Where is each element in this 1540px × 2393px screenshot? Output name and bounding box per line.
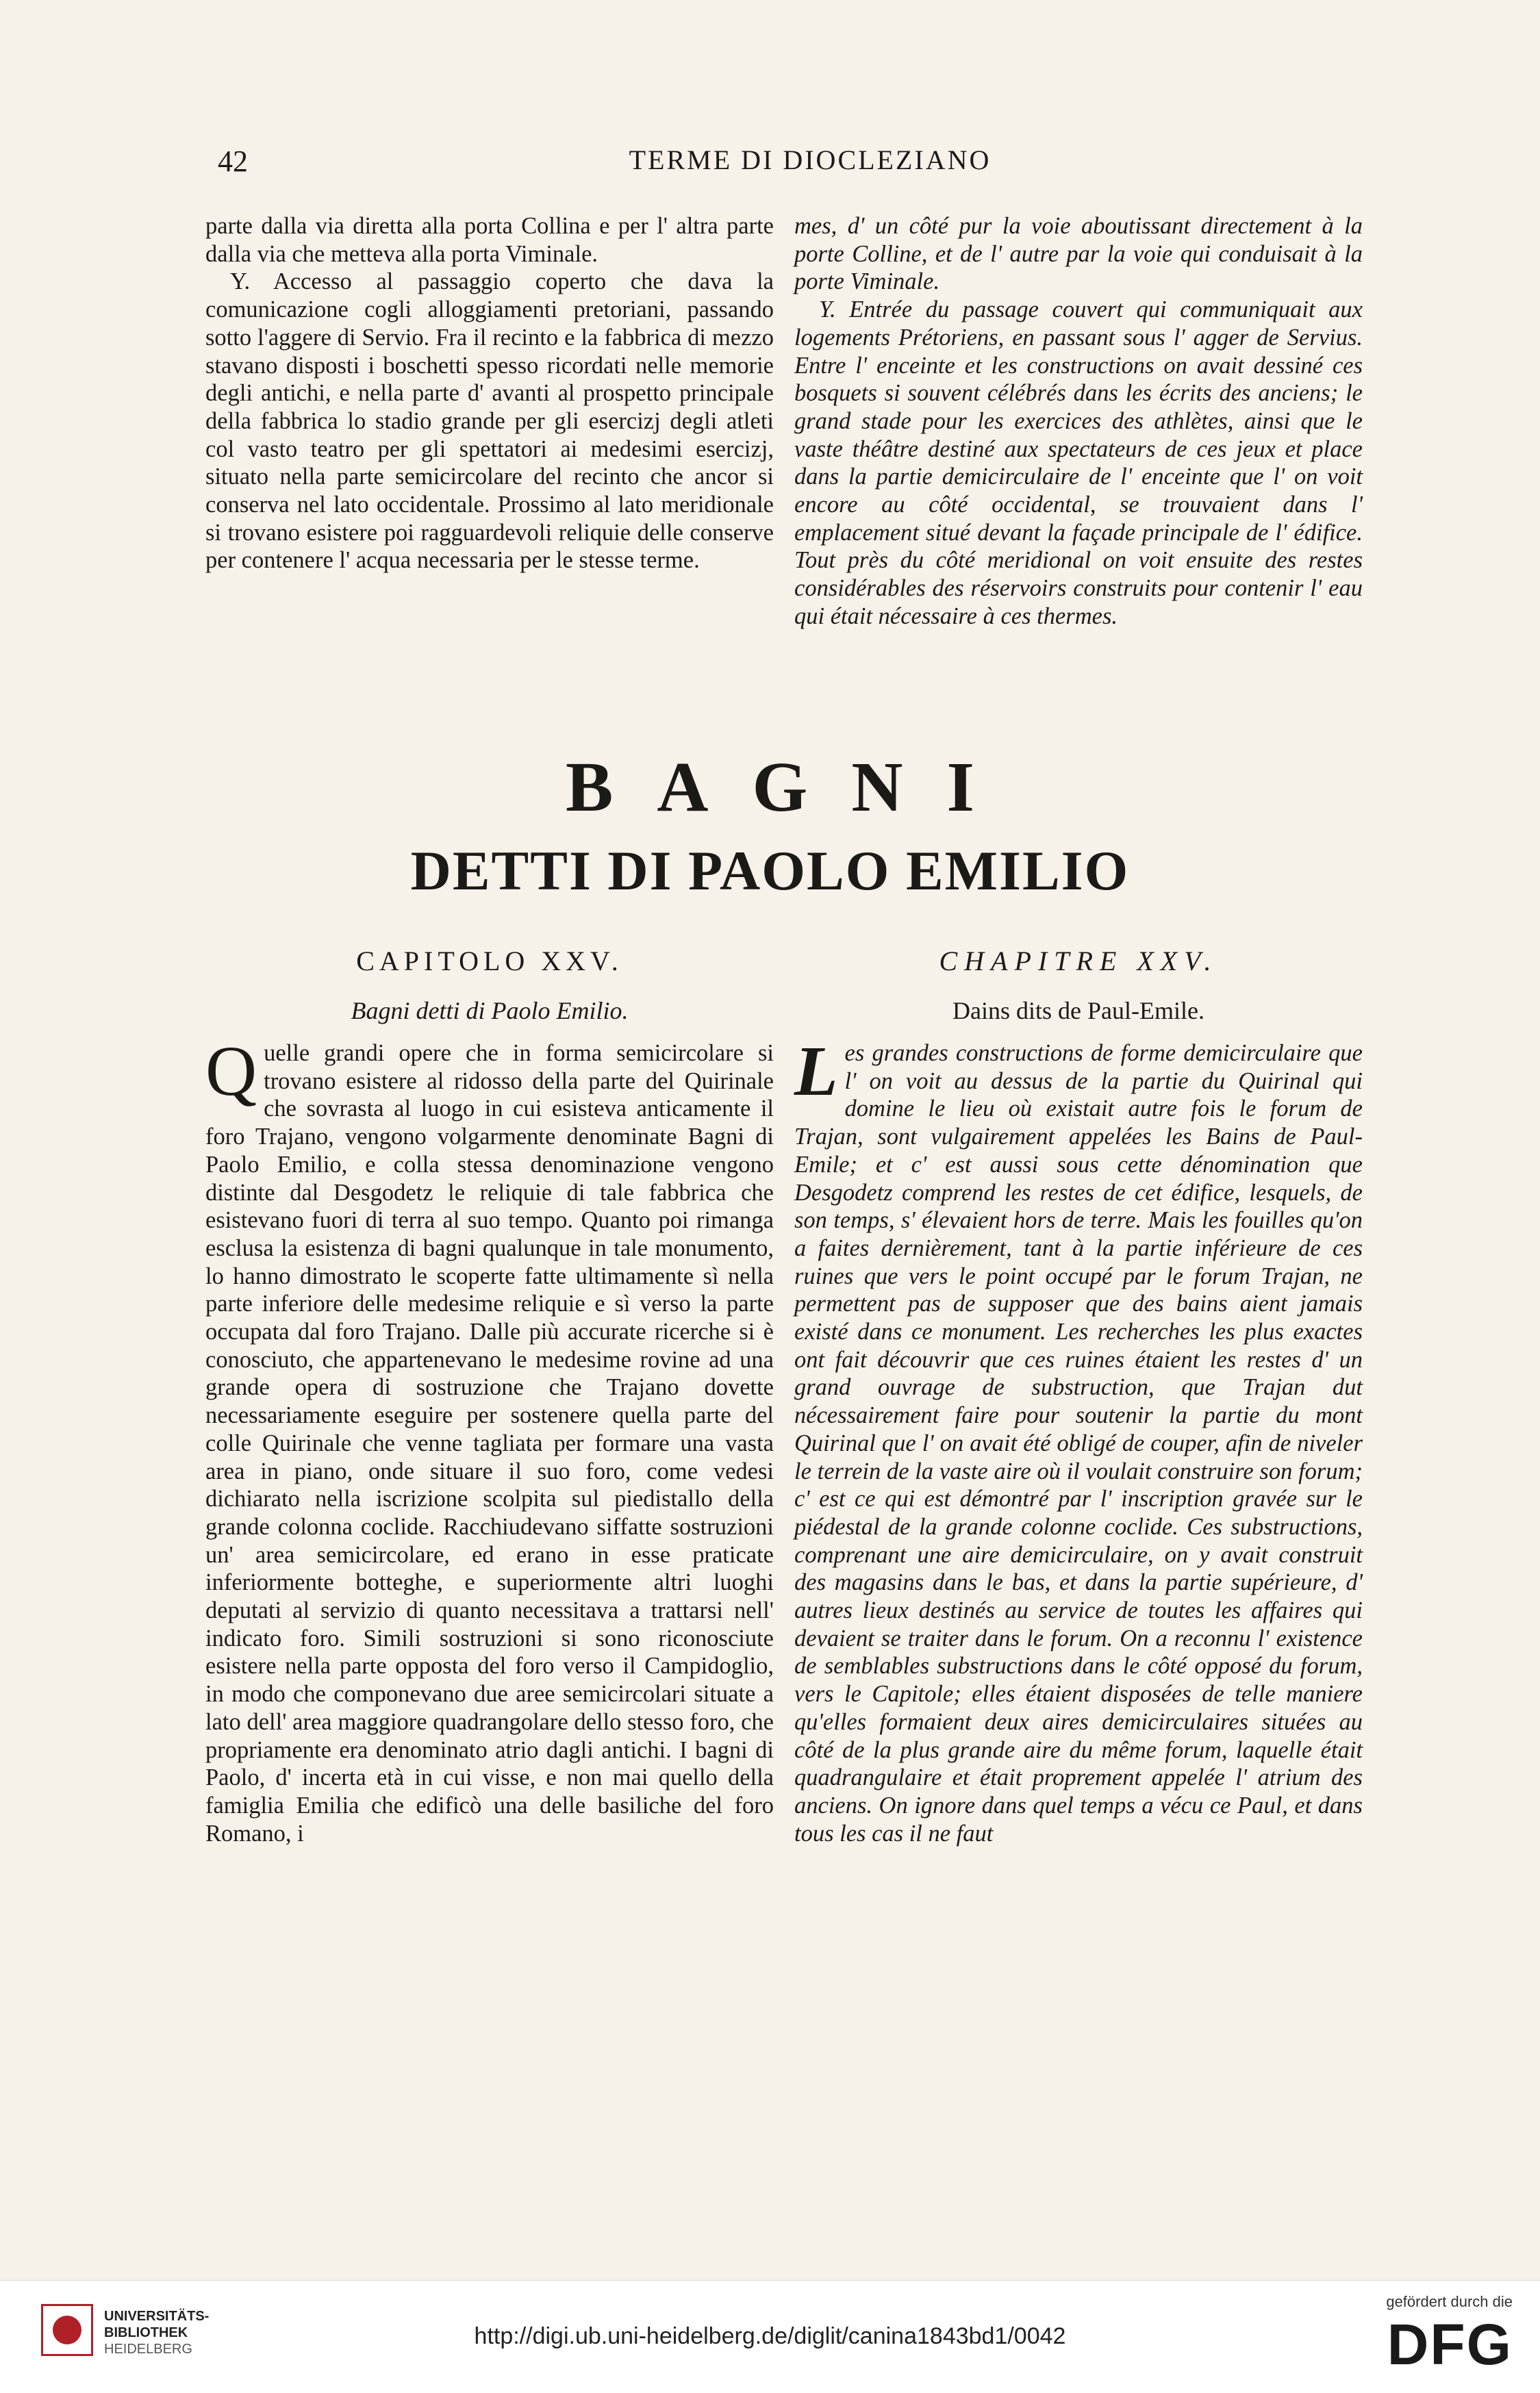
french-body: [794, 1032, 1363, 1847]
french-paragraph: Y. Entrée du passage couvert qui communiquait aux logements Prétoriens, en passant sous l' agger de Servius. Entre l' enceinte et les constructions on avait dessiné ces bosquets si souvent célébrés dans les écrits des anciens; le grand stade pour les exercices des athlètes, ainsi que le vaste théâtre destiné aux spectateurs de ces jeux et place dans la partie demicirculaire de l' enceinte que l' on voit encore au côté occidental, se trouvaient dans l' emplacement situé devant la façade principale de l' édifice. Tout près du côté meridional on voit ensuite des restes considérables des réservoirs construits pour contenir l' eau qui était nécessaire à ces thermes.: [794, 296, 1363, 629]
italian-paragraph: Y. Accesso al passaggio coperto che dava la comunicazione cogli alloggiamenti pretoriani, passando sotto l'aggere di Servio. Fra il recinto e la fabbrica di mezzo stavano disposti i boschetti spesso ricordati nelle memorie degli antichi, e nella parte d' avanti al prospetto principale della fabbrica lo stadio grande per gli esercizj degli atleti col vasto teatro per gli spettatori ai medesimi esercizj, situato nella parte semicircolare del recinto che ancor si conserva nel lato occidentale. Prossimo al lato meridionale si trovano esistere poi ragguardevoli reliquie delle conserve per contenere l' acqua necessaria per le stesse terme.: [205, 268, 774, 574]
institution-line: HEIDELBERG: [104, 2342, 192, 2357]
french-drop-cap: L: [794, 1032, 838, 1111]
french-column-top: [794, 212, 1363, 631]
italian-column-bottom: [205, 1032, 774, 1847]
dfg-logo[interactable]: DFG: [1387, 2312, 1513, 2377]
page-number: 42: [218, 144, 248, 178]
italian-paragraph: parte dalla via diretta alla porta Collina e per l' altra parte dalla via che metteva alla porta Viminale.: [205, 213, 774, 267]
italian-chapter-subtitle: Bagni detti di Paolo Emilio.: [351, 997, 629, 1024]
french-column-bottom: [794, 1032, 1363, 1847]
funding-text: gefördert durch die: [1386, 2293, 1513, 2310]
running-title: TERME DI DIOCLEZIANO: [629, 144, 992, 175]
section-subtitle: DETTI DI PAOLO EMILIO: [410, 839, 1130, 902]
italian-column-top: [205, 212, 774, 574]
italian-drop-cap: Q: [205, 1032, 257, 1111]
french-paragraph: mes, d' un côté pur la voie aboutissant directement à la porte Colline, et de l' autre par la voie qui conduisait à la porte Viminale.: [794, 213, 1363, 295]
section-title: BAGNI: [566, 748, 1018, 826]
italian-body-text: uelle grandi opere che in forma semicircolare si trovano esistere al ridosso della parte del Quirinale che sovrasta al luogo in cui esisteva anticamente il foro Trajano, vengono volgarmente denominate Bagni di Paolo Emilio, e colla stessa denominazione vengono distinte dal Desgodetz le reliquie di tale fabbrica che esistevano fuori di terra al suo tempo. Quanto poi rimanga esclusa la esistenza di bagni qualunque in tale monumento, lo hanno dimostrato le scoperte fatte ultimamente sì nella parte inferiore delle medesime reliquie e sì verso la parte occupata dal foro Trajano. Dalle più accurate ricerche si è conosciuto, che appartenevano le medesime rovine ad una grande opera di sostruzione che Trajano dovette necessariamente eseguire per sostenere quella parte del colle Quirinale che venne tagliata per formare una vasta area in piano, onde situare il suo foro, come vedesi dichiarato nella iscrizione scolpita sul piedistallo della grande colonna coclide. Racchiudevano siffatte sostruzioni un' area semicircolare, ed erano in esse praticate inferiormente botteghe, e superiormente altri luoghi deputati al servizio di quanto necessitava a trattarsi nell' indicato foro. Simili sostruzioni si sono riconosciute esistere nella parte opposta del foro verso il Campidoglio, in modo che componevano due aree semicircolari situate a lato dell' area maggiore quadrangolare dello stesso foro, che propriamente era denominato atrio dagli antichi. I bagni di Paolo, d' incerta età in cui visse, e non mai quello della famiglia Emilia che edificò una delle basiliche del foro Romano, i: [205, 1040, 774, 1847]
french-body-text: es grandes constructions de forme demicirculaire que l' on voit au dessus de la partie du Quirinal qui domine le lieu où existait autre fois le forum de Trajan, sont vulgairement appelées les Bains de Paul-Emile; et c' est aussi sous cette dénomination que Desgodetz comprend les restes de cet édifice, lesquels, de son temps, s' élevaient hors de terre. Mais les fouilles qu'on a faites dernièrement, tant à la partie inférieure de ces ruines que vers le point occupé par le forum Trajan, ne permettent pas de supposer que des bains aient jamais existé dans ce monument. Les recherches les plus exactes ont fait découvrir que ces ruines étaient les restes d' un grand ouvrage de substruction, que Trajan dut nécessairement faire pour soutenir la partie du mont Quirinal que l' on avait été obligé de couper, afin de niveler le terrein de la vaste aire où il voulait construire son forum; c' est ce qui est démontré par l' inscription gravée sur le piédestal de la grande colonne coclide. Ces substructions, comprenant une aire demicirculaire, on y avait construit des magasins dans le bas, et dans la partie supérieure, d' autres lieux destinés au service de toutes les affaires qui devaient se traiter dans le forum. On a reconnu l' existence de semblables substructions dans le côté opposé du forum, vers le Capitole; elles étaient disposées de telle maniere qu'elles formaient deux aires demicirculaires situées au côté de la plus grande aire du même forum, laquelle était quadrangulaire et était proprement appelée l' atrium des anciens. On ignore dans quel temps a vécu ce Paul, et dans tous les cas il ne faut: [794, 1040, 1363, 1847]
french-chapter-subtitle: Dains dits de Paul-Emile.: [952, 997, 1204, 1024]
page-header: [218, 144, 1402, 192]
institution-line: BIBLIOTHEK: [104, 2325, 188, 2340]
italian-chapter-heading: CAPITOLO XXV.: [356, 946, 623, 976]
viewer-footer: [0, 2280, 1540, 2393]
italian-body: [205, 1032, 774, 1847]
french-chapter-heading: CHAPITRE XXV.: [939, 946, 1218, 976]
institution-line: UNIVERSITÄTS-: [104, 2309, 210, 2324]
permalink-url[interactable]: http://digi.ub.uni-heidelberg.de/diglit/canina1843bd1/0042: [474, 2323, 1066, 2349]
